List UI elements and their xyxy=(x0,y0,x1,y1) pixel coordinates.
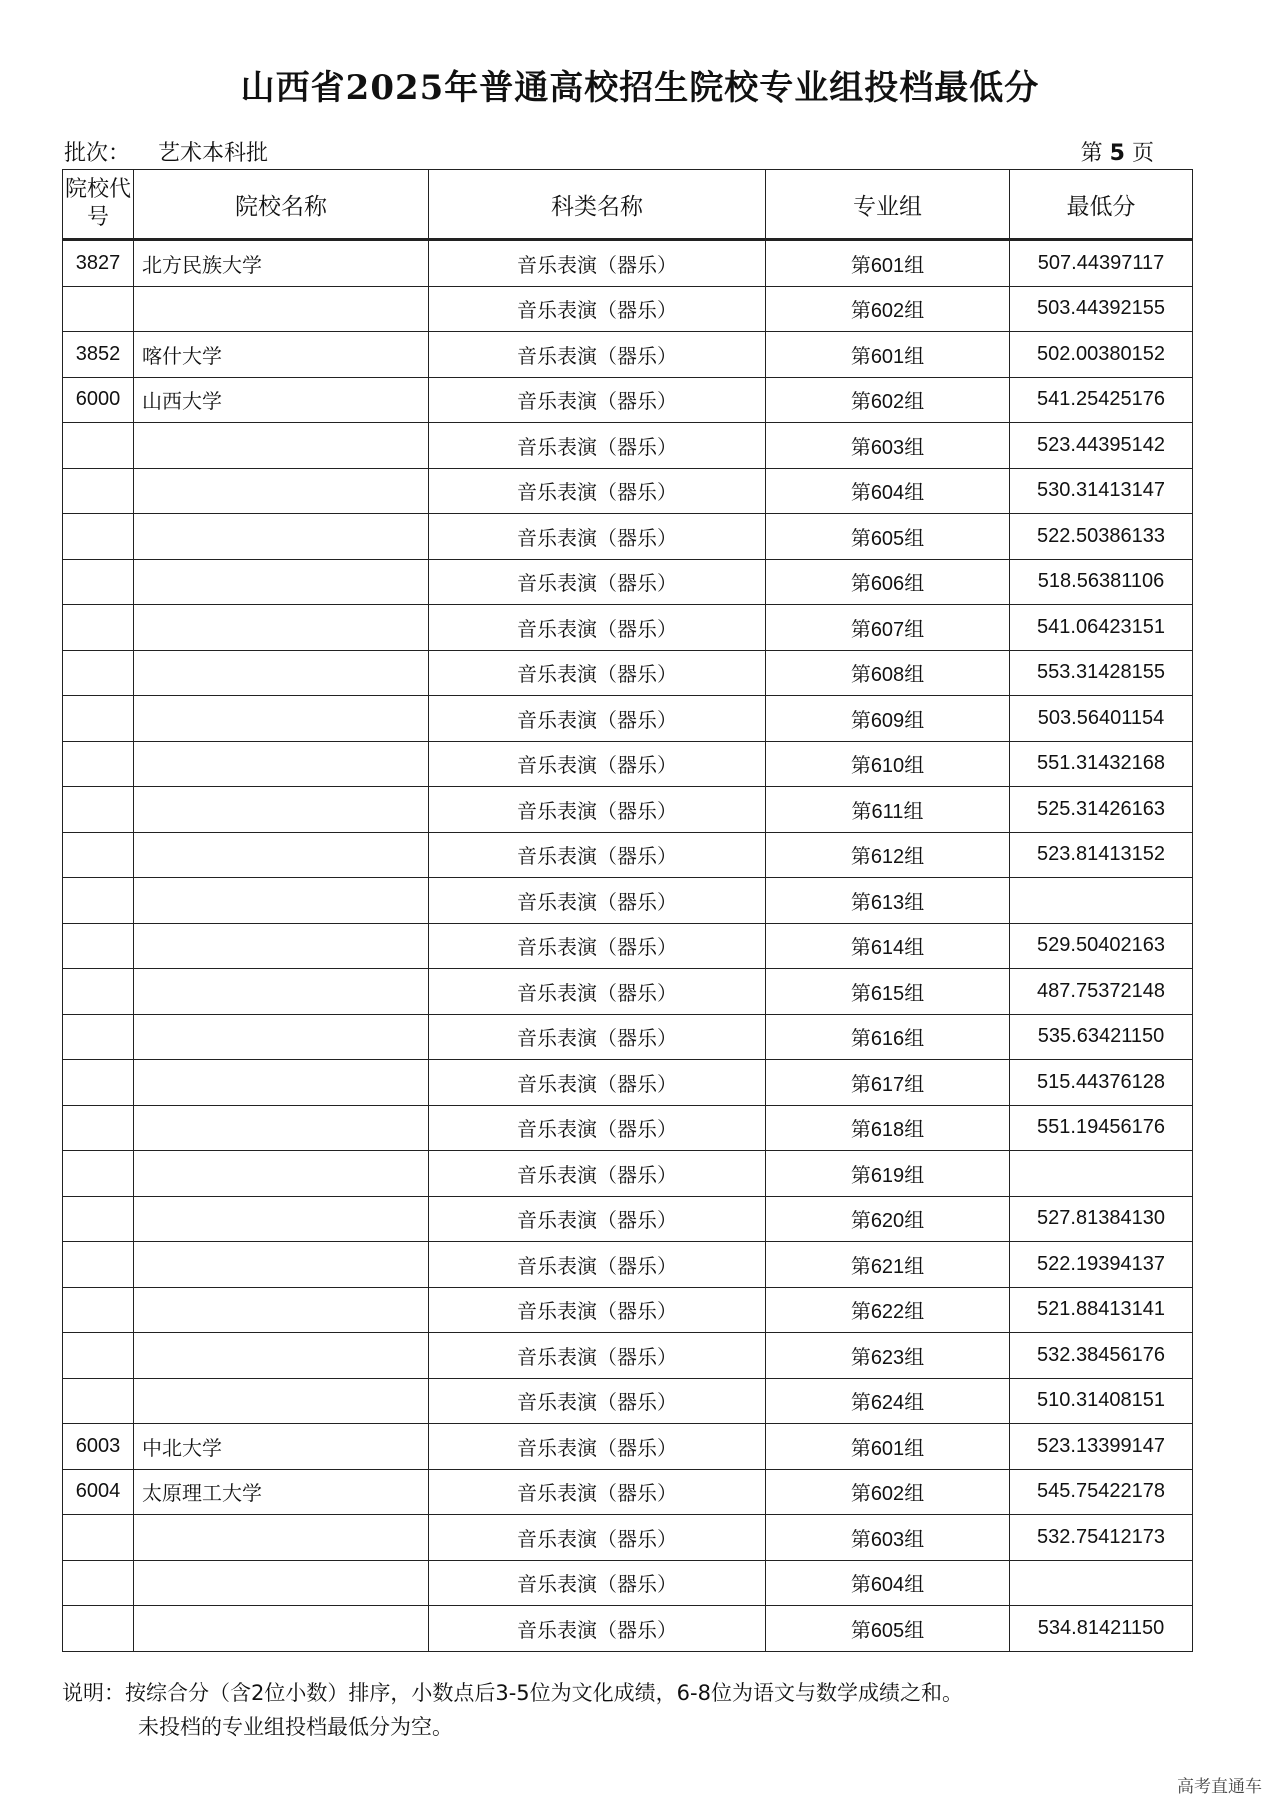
table-row xyxy=(63,605,1193,651)
cell-code xyxy=(63,832,134,878)
group-prefix: 第 xyxy=(851,798,872,823)
batch-label: 批次： xyxy=(64,141,131,166)
cell-subject: 音乐表演（器乐） xyxy=(429,1606,766,1652)
table-row xyxy=(63,240,1193,287)
cell-subject: 音乐表演（器乐） xyxy=(429,332,766,378)
group-suffix: 组 xyxy=(904,844,925,869)
group-suffix: 组 xyxy=(904,1390,925,1415)
group-number: 604 xyxy=(870,482,905,505)
group-number: 613 xyxy=(870,891,905,914)
group-prefix: 第 xyxy=(850,480,871,505)
cell-code xyxy=(63,286,134,332)
cell-group xyxy=(766,468,1010,514)
group-number: 611 xyxy=(871,800,904,823)
cell-code: 6004 xyxy=(63,1469,134,1515)
cell-code: 6000 xyxy=(63,377,134,423)
cell-subject: 音乐表演（器乐） xyxy=(429,1287,766,1333)
group-number: 610 xyxy=(870,755,905,778)
batch-value: 艺术本科批 xyxy=(158,141,269,166)
group-prefix: 第 xyxy=(850,252,871,277)
cell-code: 6003 xyxy=(63,1424,134,1470)
group-suffix: 组 xyxy=(904,252,925,277)
table-row xyxy=(63,1014,1193,1060)
group-suffix: 组 xyxy=(903,798,924,823)
group-number: 602 xyxy=(870,300,905,323)
group-number: 602 xyxy=(870,1483,905,1506)
group-suffix: 组 xyxy=(904,389,925,414)
cell-score: 502.00380152 xyxy=(1010,332,1193,378)
table-row xyxy=(63,423,1193,469)
group-number: 615 xyxy=(870,982,905,1005)
table-row xyxy=(63,1060,1193,1106)
table-row xyxy=(63,514,1193,560)
group-suffix: 组 xyxy=(904,1526,925,1551)
cell-group xyxy=(766,878,1010,924)
page-indicator xyxy=(1081,136,1154,167)
cell-group xyxy=(766,1060,1010,1106)
table-row xyxy=(63,923,1193,969)
table-body xyxy=(63,240,1193,1652)
cell-name xyxy=(134,605,429,651)
cell-name xyxy=(134,878,429,924)
cell-subject: 音乐表演（器乐） xyxy=(429,696,766,742)
group-suffix: 组 xyxy=(904,434,925,459)
group-number: 609 xyxy=(870,709,905,732)
cell-subject: 音乐表演（器乐） xyxy=(429,1424,766,1470)
group-prefix: 第 xyxy=(850,662,871,687)
table-row xyxy=(63,468,1193,514)
cell-code xyxy=(63,1014,134,1060)
group-prefix: 第 xyxy=(850,707,871,732)
cell-code xyxy=(63,423,134,469)
table-row xyxy=(63,696,1193,742)
cell-score: 523.44395142 xyxy=(1010,423,1193,469)
cell-group xyxy=(766,923,1010,969)
cell-score: 527.81384130 xyxy=(1010,1196,1193,1242)
group-suffix: 组 xyxy=(904,1208,925,1233)
cell-score: 532.75412173 xyxy=(1010,1515,1193,1561)
group-number: 616 xyxy=(870,1028,905,1051)
cell-score: 503.56401154 xyxy=(1010,696,1193,742)
table-row xyxy=(63,650,1193,696)
cell-code: 3852 xyxy=(63,332,134,378)
group-suffix: 组 xyxy=(904,1253,925,1278)
group-number: 607 xyxy=(870,618,905,641)
cell-group xyxy=(766,741,1010,787)
page-suffix: 页 xyxy=(1131,141,1154,166)
cell-subject: 音乐表演（器乐） xyxy=(429,650,766,696)
cell-group xyxy=(766,1287,1010,1333)
cell-group xyxy=(766,832,1010,878)
group-number: 614 xyxy=(870,937,905,960)
cell-score: 545.75422178 xyxy=(1010,1469,1193,1515)
cell-name: 北方民族大学 xyxy=(134,240,429,287)
group-number: 622 xyxy=(870,1301,905,1324)
cell-score: 551.31432168 xyxy=(1010,741,1193,787)
cell-subject: 音乐表演（器乐） xyxy=(429,741,766,787)
group-suffix: 组 xyxy=(904,662,925,687)
cell-code xyxy=(63,923,134,969)
note-line-2: 未投档的专业组投档最低分为空。 xyxy=(138,1715,453,1739)
table-row xyxy=(63,1469,1193,1515)
cell-group xyxy=(766,1606,1010,1652)
cell-score xyxy=(1010,1151,1193,1197)
group-suffix: 组 xyxy=(904,1572,925,1597)
cell-score: 541.25425176 xyxy=(1010,377,1193,423)
group-number: 603 xyxy=(870,1528,905,1551)
cell-code xyxy=(63,1515,134,1561)
page-title: 山西省2025年普通高校招生院校专业组投档最低分 xyxy=(240,68,1040,108)
cell-score: 522.50386133 xyxy=(1010,514,1193,560)
score-table xyxy=(62,169,1193,1652)
cell-group xyxy=(766,787,1010,833)
cell-group xyxy=(766,605,1010,651)
batch-info xyxy=(64,136,268,167)
cell-name xyxy=(134,559,429,605)
cell-code xyxy=(63,468,134,514)
group-suffix: 组 xyxy=(904,889,925,914)
cell-score: 522.19394137 xyxy=(1010,1242,1193,1288)
cell-group xyxy=(766,1242,1010,1288)
cell-name xyxy=(134,787,429,833)
group-prefix: 第 xyxy=(850,980,871,1005)
cell-score xyxy=(1010,1560,1193,1606)
group-suffix: 组 xyxy=(904,298,925,323)
cell-name xyxy=(134,286,429,332)
group-suffix: 组 xyxy=(904,616,925,641)
group-prefix: 第 xyxy=(850,1435,871,1460)
table-row xyxy=(63,1242,1193,1288)
group-number: 603 xyxy=(870,436,905,459)
cell-score xyxy=(1010,878,1193,924)
cell-code xyxy=(63,1060,134,1106)
group-suffix: 组 xyxy=(904,525,925,550)
group-number: 621 xyxy=(870,1255,905,1278)
cell-score: 553.31428155 xyxy=(1010,650,1193,696)
cell-code xyxy=(63,1105,134,1151)
cell-subject: 音乐表演（器乐） xyxy=(429,423,766,469)
cell-name xyxy=(134,1606,429,1652)
group-number: 602 xyxy=(870,391,905,414)
group-number: 606 xyxy=(870,573,905,596)
cell-subject: 音乐表演（器乐） xyxy=(429,787,766,833)
cell-score: 525.31426163 xyxy=(1010,787,1193,833)
cell-score: 507.44397117 xyxy=(1010,240,1193,287)
cell-subject: 音乐表演（器乐） xyxy=(429,605,766,651)
cell-group xyxy=(766,1151,1010,1197)
group-prefix: 第 xyxy=(850,1071,871,1096)
note-line-1: 说明：按综合分（含2位小数）排序，小数点后3-5位为文化成绩，6-8位为语文与数学成绩之和。 xyxy=(62,1681,963,1705)
table-row xyxy=(63,559,1193,605)
cell-score: 487.75372148 xyxy=(1010,969,1193,1015)
cell-name xyxy=(134,969,429,1015)
cell-group xyxy=(766,514,1010,560)
cell-code xyxy=(63,1287,134,1333)
group-number: 620 xyxy=(870,1210,905,1233)
group-prefix: 第 xyxy=(850,1299,871,1324)
cell-subject: 音乐表演（器乐） xyxy=(429,1151,766,1197)
group-prefix: 第 xyxy=(850,434,871,459)
group-prefix: 第 xyxy=(850,389,871,414)
group-suffix: 组 xyxy=(904,1026,925,1051)
group-suffix: 组 xyxy=(904,1117,925,1142)
cell-name xyxy=(134,423,429,469)
cell-subject: 音乐表演（器乐） xyxy=(429,468,766,514)
group-prefix: 第 xyxy=(850,525,871,550)
table-row xyxy=(63,1424,1193,1470)
group-suffix: 组 xyxy=(904,1435,925,1460)
group-prefix: 第 xyxy=(850,1253,871,1278)
cell-code xyxy=(63,514,134,560)
group-number: 605 xyxy=(870,527,905,550)
cell-group xyxy=(766,1196,1010,1242)
cell-subject: 音乐表演（器乐） xyxy=(429,969,766,1015)
cell-name xyxy=(134,1151,429,1197)
group-number: 619 xyxy=(870,1164,905,1187)
table-row xyxy=(63,1151,1193,1197)
cell-group xyxy=(766,650,1010,696)
cell-subject: 音乐表演（器乐） xyxy=(429,514,766,560)
cell-code xyxy=(63,1606,134,1652)
table-row xyxy=(63,1196,1193,1242)
cell-score: 530.31413147 xyxy=(1010,468,1193,514)
watermark: 高考直通车 xyxy=(1177,1777,1262,1797)
cell-code xyxy=(63,1196,134,1242)
group-suffix: 组 xyxy=(904,1071,925,1096)
group-prefix: 第 xyxy=(850,343,871,368)
group-suffix: 组 xyxy=(904,753,925,778)
cell-code xyxy=(63,741,134,787)
cell-group xyxy=(766,377,1010,423)
group-suffix: 组 xyxy=(904,1617,925,1642)
group-suffix: 组 xyxy=(904,1299,925,1324)
cell-name: 太原理工大学 xyxy=(134,1469,429,1515)
table-row xyxy=(63,832,1193,878)
cell-subject: 音乐表演（器乐） xyxy=(429,559,766,605)
cell-group xyxy=(766,1469,1010,1515)
group-prefix: 第 xyxy=(850,1617,871,1642)
group-prefix: 第 xyxy=(850,616,871,641)
cell-score: 503.44392155 xyxy=(1010,286,1193,332)
cell-score: 515.44376128 xyxy=(1010,1060,1193,1106)
group-number: 624 xyxy=(870,1392,905,1415)
table-row xyxy=(63,787,1193,833)
cell-group xyxy=(766,969,1010,1015)
cell-code xyxy=(63,1151,134,1197)
cell-name: 中北大学 xyxy=(134,1424,429,1470)
group-prefix: 第 xyxy=(850,1344,871,1369)
group-suffix: 组 xyxy=(904,343,925,368)
cell-group xyxy=(766,1378,1010,1424)
group-suffix: 组 xyxy=(904,1481,925,1506)
cell-code xyxy=(63,650,134,696)
cell-name xyxy=(134,1014,429,1060)
cell-score: 523.13399147 xyxy=(1010,1424,1193,1470)
cell-group xyxy=(766,240,1010,287)
cell-code xyxy=(63,605,134,651)
group-number: 601 xyxy=(870,1437,905,1460)
header-score: 最低分 xyxy=(1010,170,1193,240)
cell-name xyxy=(134,1287,429,1333)
cell-score: 510.31408151 xyxy=(1010,1378,1193,1424)
cell-name: 喀什大学 xyxy=(134,332,429,378)
cell-group xyxy=(766,559,1010,605)
group-number: 617 xyxy=(870,1073,905,1096)
cell-subject: 音乐表演（器乐） xyxy=(429,1560,766,1606)
cell-code xyxy=(63,559,134,605)
cell-score: 518.56381106 xyxy=(1010,559,1193,605)
cell-name xyxy=(134,650,429,696)
cell-subject: 音乐表演（器乐） xyxy=(429,878,766,924)
cell-code xyxy=(63,969,134,1015)
cell-code xyxy=(63,1242,134,1288)
table-row xyxy=(63,1105,1193,1151)
cell-code xyxy=(63,787,134,833)
cell-name xyxy=(134,1060,429,1106)
cell-subject: 音乐表演（器乐） xyxy=(429,923,766,969)
table-row xyxy=(63,1378,1193,1424)
cell-subject: 音乐表演（器乐） xyxy=(429,1333,766,1379)
cell-subject: 音乐表演（器乐） xyxy=(429,286,766,332)
cell-name: 山西大学 xyxy=(134,377,429,423)
cell-group xyxy=(766,286,1010,332)
group-suffix: 组 xyxy=(904,707,925,732)
table-row xyxy=(63,969,1193,1015)
group-suffix: 组 xyxy=(904,1344,925,1369)
cell-code xyxy=(63,878,134,924)
cell-subject: 音乐表演（器乐） xyxy=(429,377,766,423)
table-row xyxy=(63,377,1193,423)
page-number: 5 xyxy=(1109,141,1125,166)
cell-subject: 音乐表演（器乐） xyxy=(429,1060,766,1106)
cell-name xyxy=(134,1105,429,1151)
group-number: 604 xyxy=(870,1574,905,1597)
cell-subject: 音乐表演（器乐） xyxy=(429,1378,766,1424)
cell-name xyxy=(134,1196,429,1242)
table-row xyxy=(63,286,1193,332)
group-suffix: 组 xyxy=(904,480,925,505)
cell-score: 521.88413141 xyxy=(1010,1287,1193,1333)
cell-name xyxy=(134,1515,429,1561)
cell-group xyxy=(766,1105,1010,1151)
group-prefix: 第 xyxy=(850,1208,871,1233)
table-row xyxy=(63,878,1193,924)
group-number: 623 xyxy=(870,1346,905,1369)
group-suffix: 组 xyxy=(904,571,925,596)
cell-group xyxy=(766,1424,1010,1470)
table-row xyxy=(63,741,1193,787)
cell-score: 534.81421150 xyxy=(1010,1606,1193,1652)
group-prefix: 第 xyxy=(850,298,871,323)
cell-subject: 音乐表演（器乐） xyxy=(429,1014,766,1060)
header-name: 院校名称 xyxy=(134,170,429,240)
table-row xyxy=(63,1606,1193,1652)
cell-name xyxy=(134,1333,429,1379)
group-prefix: 第 xyxy=(850,844,871,869)
group-prefix: 第 xyxy=(850,1117,871,1142)
cell-subject: 音乐表演（器乐） xyxy=(429,1515,766,1561)
table-row xyxy=(63,1333,1193,1379)
table-row xyxy=(63,1287,1193,1333)
cell-group xyxy=(766,1515,1010,1561)
cell-score: 532.38456176 xyxy=(1010,1333,1193,1379)
cell-name xyxy=(134,1560,429,1606)
cell-name xyxy=(134,832,429,878)
group-prefix: 第 xyxy=(850,1526,871,1551)
cell-group xyxy=(766,332,1010,378)
cell-score: 535.63421150 xyxy=(1010,1014,1193,1060)
group-prefix: 第 xyxy=(850,1162,871,1187)
cell-code xyxy=(63,1333,134,1379)
header-code: 院校代号 xyxy=(63,170,134,240)
cell-score: 523.81413152 xyxy=(1010,832,1193,878)
page-prefix: 第 xyxy=(1080,141,1103,166)
cell-group xyxy=(766,696,1010,742)
cell-subject: 音乐表演（器乐） xyxy=(429,832,766,878)
group-number: 601 xyxy=(870,345,905,368)
group-suffix: 组 xyxy=(904,935,925,960)
cell-group xyxy=(766,423,1010,469)
group-prefix: 第 xyxy=(850,889,871,914)
group-number: 605 xyxy=(870,1619,905,1642)
cell-subject: 音乐表演（器乐） xyxy=(429,1469,766,1515)
cell-name xyxy=(134,1378,429,1424)
table-header-row xyxy=(63,170,1193,240)
cell-name xyxy=(134,741,429,787)
group-prefix: 第 xyxy=(850,1481,871,1506)
cell-group xyxy=(766,1560,1010,1606)
header-group: 专业组 xyxy=(766,170,1010,240)
cell-score: 541.06423151 xyxy=(1010,605,1193,651)
cell-subject: 音乐表演（器乐） xyxy=(429,240,766,287)
cell-name xyxy=(134,514,429,560)
table-row xyxy=(63,1515,1193,1561)
group-number: 612 xyxy=(870,846,905,869)
group-prefix: 第 xyxy=(850,753,871,778)
cell-subject: 音乐表演（器乐） xyxy=(429,1242,766,1288)
group-suffix: 组 xyxy=(904,1162,925,1187)
group-number: 618 xyxy=(870,1119,905,1142)
cell-score: 551.19456176 xyxy=(1010,1105,1193,1151)
table-row xyxy=(63,332,1193,378)
cell-group xyxy=(766,1014,1010,1060)
cell-name xyxy=(134,923,429,969)
table-row xyxy=(63,1560,1193,1606)
cell-code xyxy=(63,696,134,742)
group-suffix: 组 xyxy=(904,980,925,1005)
cell-code xyxy=(63,1378,134,1424)
group-prefix: 第 xyxy=(850,571,871,596)
cell-code xyxy=(63,1560,134,1606)
cell-subject: 音乐表演（器乐） xyxy=(429,1196,766,1242)
group-prefix: 第 xyxy=(850,1390,871,1415)
group-number: 601 xyxy=(870,254,905,277)
cell-group xyxy=(766,1333,1010,1379)
notes xyxy=(62,1676,963,1744)
cell-name xyxy=(134,1242,429,1288)
header-subject: 科类名称 xyxy=(429,170,766,240)
group-number: 608 xyxy=(870,664,905,687)
group-prefix: 第 xyxy=(850,935,871,960)
group-prefix: 第 xyxy=(850,1572,871,1597)
cell-name xyxy=(134,696,429,742)
group-prefix: 第 xyxy=(850,1026,871,1051)
cell-code: 3827 xyxy=(63,240,134,287)
cell-subject: 音乐表演（器乐） xyxy=(429,1105,766,1151)
cell-score: 529.50402163 xyxy=(1010,923,1193,969)
cell-name xyxy=(134,468,429,514)
